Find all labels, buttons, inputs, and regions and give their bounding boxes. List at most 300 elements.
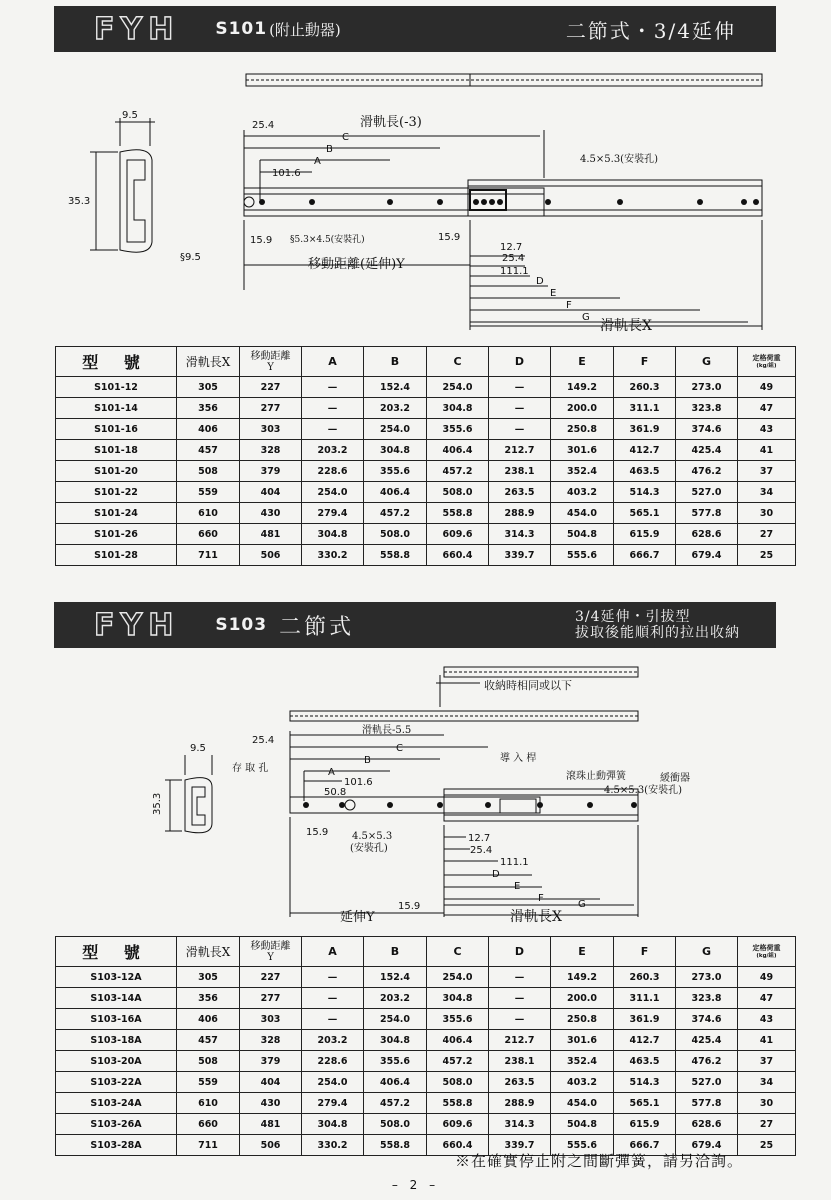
value-cell: 355.6 (364, 461, 427, 482)
value-cell: — (489, 377, 551, 398)
header-load: 定格荷重 (kg/組) (738, 937, 796, 967)
value-cell: 514.3 (614, 1072, 676, 1093)
value-cell: 25 (738, 1135, 796, 1156)
value-cell: 279.4 (302, 1093, 364, 1114)
value-cell: 457 (177, 440, 240, 461)
value-cell: 660.4 (427, 545, 489, 566)
value-cell: 457.2 (364, 503, 427, 524)
value-cell: 610 (177, 1093, 240, 1114)
value-cell: 577.8 (676, 1093, 738, 1114)
value-cell: 463.5 (614, 1051, 676, 1072)
header-travel: 移動距離 Y (240, 937, 302, 967)
s103-spec-table (55, 936, 796, 1156)
value-cell: 355.6 (427, 419, 489, 440)
value-cell: 412.7 (614, 1030, 676, 1051)
value-cell: 311.1 (614, 398, 676, 419)
value-cell: 304.8 (364, 1030, 427, 1051)
dim-12-7: 12.7 (500, 242, 523, 253)
header-slide-length: 滑軌長X (177, 937, 240, 967)
header-e: E (551, 937, 614, 967)
fyh-logo: FYH (94, 607, 180, 643)
value-cell: 37 (738, 1051, 796, 1072)
value-cell: 152.4 (364, 967, 427, 988)
value-cell: 404 (240, 482, 302, 503)
value-cell: 666.7 (614, 1135, 676, 1156)
table-row (56, 398, 796, 419)
dim-slide-length: 滑軌長(-3) (360, 115, 422, 130)
value-cell: 379 (240, 1051, 302, 1072)
header-c: C (427, 937, 489, 967)
value-cell: 476.2 (676, 461, 738, 482)
value-cell: 463.5 (614, 461, 676, 482)
value-cell: 30 (738, 1093, 796, 1114)
dim-c: C (396, 743, 403, 754)
value-cell: 203.2 (364, 988, 427, 1009)
label-storage-hole: 存 取 孔 (232, 763, 269, 774)
dim-travel-y: 移動距離(延伸)Y (308, 257, 405, 272)
value-cell: 314.3 (489, 524, 551, 545)
value-cell: 34 (738, 482, 796, 503)
header-load: 定格荷重 (kg/組) (738, 347, 796, 377)
right-line-2: 拔取後能順利的拉出收納 (575, 625, 740, 641)
value-cell: 504.8 (551, 524, 614, 545)
section2-banner (54, 602, 776, 648)
header-f: F (614, 347, 676, 377)
dim-25-4-b: 25.4 (502, 253, 525, 264)
value-cell: 425.4 (676, 440, 738, 461)
value-cell: 263.5 (489, 1072, 551, 1093)
value-cell: 238.1 (489, 1051, 551, 1072)
value-cell: 254.0 (302, 1072, 364, 1093)
model-subtitle: (附止動器) (269, 20, 341, 39)
table-row (56, 1072, 796, 1093)
value-cell: 454.0 (551, 503, 614, 524)
dim-slide-length: 滑軌長-5.5 (362, 725, 412, 736)
value-cell: 406 (177, 419, 240, 440)
model-cell: S101-24 (56, 503, 177, 524)
model-cell: S103-22A (56, 1072, 177, 1093)
value-cell: 339.7 (489, 545, 551, 566)
value-cell: 558.8 (364, 1135, 427, 1156)
value-cell: 203.2 (302, 440, 364, 461)
value-cell: 328 (240, 1030, 302, 1051)
value-cell: 37 (738, 461, 796, 482)
dim-g: G (582, 312, 590, 323)
model-cell: S101-18 (56, 440, 177, 461)
value-cell: 43 (738, 419, 796, 440)
model-cell: S103-18A (56, 1030, 177, 1051)
dim-slide-x: 滑軌長X (600, 318, 652, 334)
dim-12-7: 12.7 (468, 833, 491, 844)
table-row (56, 988, 796, 1009)
model-cell: S103-26A (56, 1114, 177, 1135)
dim-f: F (566, 300, 572, 311)
dim-height: 35.3 (68, 196, 91, 207)
value-cell: 27 (738, 1114, 796, 1135)
value-cell: — (302, 988, 364, 1009)
value-cell: 250.8 (551, 1009, 614, 1030)
note-retracted: 收納時相同或以下 (484, 679, 572, 692)
s101-spec-table (55, 346, 796, 566)
value-cell: 227 (240, 377, 302, 398)
value-cell: 558.8 (427, 503, 489, 524)
dim-hole-1: 4.5×5.3 (352, 831, 393, 842)
value-cell: 304.8 (302, 1114, 364, 1135)
value-cell: 352.4 (551, 1051, 614, 1072)
value-cell: 558.8 (364, 545, 427, 566)
value-cell: 609.6 (427, 1114, 489, 1135)
value-cell: 430 (240, 503, 302, 524)
dim-25-4: 25.4 (252, 735, 275, 746)
table-row (56, 377, 796, 398)
value-cell: — (489, 967, 551, 988)
dim-b: B (326, 144, 333, 155)
header-f: F (614, 937, 676, 967)
value-cell: 352.4 (551, 461, 614, 482)
value-cell: — (302, 419, 364, 440)
header-type: 型 號 (56, 937, 177, 967)
table-row (56, 503, 796, 524)
value-cell: 406 (177, 1009, 240, 1030)
value-cell: 679.4 (676, 545, 738, 566)
table-header-row (56, 937, 796, 967)
value-cell: 149.2 (551, 967, 614, 988)
section2-title: 二節式 (279, 614, 355, 640)
dim-15-9-left: 15.9 (250, 235, 273, 246)
value-cell: 425.4 (676, 1030, 738, 1051)
value-cell: 323.8 (676, 988, 738, 1009)
model-s101: S101 (215, 19, 268, 39)
value-cell: 260.3 (614, 377, 676, 398)
value-cell: 660.4 (427, 1135, 489, 1156)
header-travel: 移動距離 Y (240, 347, 302, 377)
table-row (56, 440, 796, 461)
footer-note: ※在確實停止附之間斷彈簧，請另洽詢。 (455, 1152, 744, 1170)
value-cell: — (489, 988, 551, 1009)
dim-slide-x: 滑軌長X (510, 909, 562, 925)
value-cell: 250.8 (551, 419, 614, 440)
label-ball-spring: 滾珠止動彈簧 (566, 771, 626, 782)
header-type: 型 號 (56, 347, 177, 377)
value-cell: 508.0 (364, 524, 427, 545)
value-cell: 314.3 (489, 1114, 551, 1135)
value-cell: 454.0 (551, 1093, 614, 1114)
model-cell: S101-20 (56, 461, 177, 482)
dim-15-9-left: 15.9 (306, 827, 329, 838)
dim-25-4-b: 25.4 (470, 845, 493, 856)
value-cell: 47 (738, 988, 796, 1009)
label-guide-pin: 導 入 桿 (500, 753, 537, 764)
header-slide-length: 滑軌長X (177, 347, 240, 377)
value-cell: 305 (177, 377, 240, 398)
value-cell: — (302, 398, 364, 419)
value-cell: 374.6 (676, 419, 738, 440)
dim-15-9-right: 15.9 (398, 901, 421, 912)
dim-25-4: 25.4 (252, 120, 275, 131)
dim-a: A (328, 767, 335, 778)
value-cell: 355.6 (427, 1009, 489, 1030)
value-cell: 355.6 (364, 1051, 427, 1072)
dim-e: E (550, 288, 557, 299)
fyh-logo: FYH (94, 11, 180, 47)
s101-technical-drawing (0, 60, 831, 340)
value-cell: 41 (738, 440, 796, 461)
dim-slot: 4.5×5.3(安裝孔) (580, 154, 658, 165)
dim-b: B (364, 755, 371, 766)
right-line-1: 3/4延伸・引拔型 (575, 609, 691, 625)
value-cell: 628.6 (676, 524, 738, 545)
value-cell: 577.8 (676, 503, 738, 524)
model-cell: S101-28 (56, 545, 177, 566)
value-cell: 361.9 (614, 1009, 676, 1030)
header-a: A (302, 937, 364, 967)
value-cell: 254.0 (364, 419, 427, 440)
header-d: D (489, 347, 551, 377)
value-cell: 273.0 (676, 377, 738, 398)
value-cell: 406.4 (427, 440, 489, 461)
dim-travel-y: 延伸Y (340, 910, 375, 925)
dim-a: A (314, 156, 321, 167)
value-cell: 303 (240, 1009, 302, 1030)
value-cell: 527.0 (676, 1072, 738, 1093)
value-cell: 203.2 (364, 398, 427, 419)
dim-width: 9.5 (190, 743, 206, 754)
value-cell: 457 (177, 1030, 240, 1051)
value-cell: 559 (177, 1072, 240, 1093)
value-cell: 305 (177, 967, 240, 988)
dim-hole-dia: §9.5 (180, 252, 201, 263)
value-cell: 263.5 (489, 482, 551, 503)
model-cell: S103-14A (56, 988, 177, 1009)
header-b: B (364, 937, 427, 967)
value-cell: 277 (240, 988, 302, 1009)
model-cell: S101-16 (56, 419, 177, 440)
value-cell: 615.9 (614, 524, 676, 545)
value-cell: 228.6 (302, 461, 364, 482)
dim-width: 9.5 (122, 110, 138, 121)
value-cell: 404 (240, 1072, 302, 1093)
dim-e: E (514, 881, 521, 892)
value-cell: 25 (738, 545, 796, 566)
value-cell: — (302, 967, 364, 988)
value-cell: 615.9 (614, 1114, 676, 1135)
dim-slot: 4.5×5.3(安裝孔) (604, 785, 682, 796)
value-cell: 49 (738, 967, 796, 988)
header-d: D (489, 937, 551, 967)
value-cell: 430 (240, 1093, 302, 1114)
value-cell: 481 (240, 524, 302, 545)
value-cell: 379 (240, 461, 302, 482)
value-cell: 212.7 (489, 1030, 551, 1051)
value-cell: 476.2 (676, 1051, 738, 1072)
value-cell: 279.4 (302, 503, 364, 524)
value-cell: 457.2 (364, 1093, 427, 1114)
value-cell: 403.2 (551, 482, 614, 503)
value-cell: 200.0 (551, 988, 614, 1009)
value-cell: 481 (240, 1114, 302, 1135)
table-row (56, 482, 796, 503)
dim-g: G (578, 899, 586, 910)
value-cell: 254.0 (302, 482, 364, 503)
value-cell: 506 (240, 1135, 302, 1156)
dim-d: D (492, 869, 500, 880)
value-cell: 200.0 (551, 398, 614, 419)
value-cell: 508.0 (427, 1072, 489, 1093)
value-cell: 666.7 (614, 545, 676, 566)
value-cell: 43 (738, 1009, 796, 1030)
value-cell: 330.2 (302, 1135, 364, 1156)
dim-c: C (342, 132, 349, 143)
value-cell: 406.4 (427, 1030, 489, 1051)
value-cell: 374.6 (676, 1009, 738, 1030)
table-row (56, 1009, 796, 1030)
model-cell: S101-14 (56, 398, 177, 419)
value-cell: 506 (240, 545, 302, 566)
table-header-row (56, 347, 796, 377)
value-cell: 628.6 (676, 1114, 738, 1135)
value-cell: 565.1 (614, 503, 676, 524)
value-cell: 34 (738, 1072, 796, 1093)
model-cell: S103-28A (56, 1135, 177, 1156)
dim-f: F (538, 893, 544, 904)
table-row (56, 1114, 796, 1135)
value-cell: 303 (240, 419, 302, 440)
model-cell: S101-26 (56, 524, 177, 545)
value-cell: 356 (177, 398, 240, 419)
value-cell: — (489, 398, 551, 419)
value-cell: 30 (738, 503, 796, 524)
value-cell: 361.9 (614, 419, 676, 440)
value-cell: 565.1 (614, 1093, 676, 1114)
section1-right-title: 二節式・3/4延伸 (565, 18, 736, 43)
dim-hole-5-3: §5.3×4.5(安裝孔) (290, 235, 365, 245)
section1-banner (54, 6, 776, 52)
value-cell: 339.7 (489, 1135, 551, 1156)
model-cell: S103-16A (56, 1009, 177, 1030)
section2-right-title (575, 609, 740, 641)
table-row (56, 1093, 796, 1114)
value-cell: 304.8 (427, 398, 489, 419)
value-cell: 254.0 (427, 377, 489, 398)
value-cell: 301.6 (551, 1030, 614, 1051)
value-cell: 514.3 (614, 482, 676, 503)
header-g: G (676, 937, 738, 967)
label-buffer: 緩衝器 (660, 773, 690, 784)
value-cell: — (489, 419, 551, 440)
value-cell: 47 (738, 398, 796, 419)
value-cell: 527.0 (676, 482, 738, 503)
model-cell: S103-24A (56, 1093, 177, 1114)
value-cell: 49 (738, 377, 796, 398)
value-cell: 406.4 (364, 482, 427, 503)
model-cell: S101-12 (56, 377, 177, 398)
value-cell: 149.2 (551, 377, 614, 398)
table-row (56, 1030, 796, 1051)
dim-111-1: 111.1 (500, 857, 529, 868)
dim-50-8: 50.8 (324, 787, 347, 798)
value-cell: 555.6 (551, 1135, 614, 1156)
value-cell: 609.6 (427, 524, 489, 545)
value-cell: 559 (177, 482, 240, 503)
value-cell: 41 (738, 1030, 796, 1051)
page-number: – 2 – (391, 1178, 440, 1192)
header-e: E (551, 347, 614, 377)
dim-d: D (536, 276, 544, 287)
value-cell: 203.2 (302, 1030, 364, 1051)
value-cell: 304.8 (302, 524, 364, 545)
value-cell: 457.2 (427, 1051, 489, 1072)
header-c: C (427, 347, 489, 377)
value-cell: 273.0 (676, 967, 738, 988)
value-cell: 304.8 (364, 440, 427, 461)
value-cell: 711 (177, 545, 240, 566)
model-cell: S103-20A (56, 1051, 177, 1072)
dim-101-6: 101.6 (344, 777, 373, 788)
dim-101-6: 101.6 (272, 168, 301, 179)
value-cell: 288.9 (489, 1093, 551, 1114)
table-row (56, 1051, 796, 1072)
value-cell: 212.7 (489, 440, 551, 461)
value-cell: 238.1 (489, 461, 551, 482)
value-cell: 277 (240, 398, 302, 419)
dim-111-1: 111.1 (500, 266, 529, 277)
value-cell: 555.6 (551, 545, 614, 566)
value-cell: 254.0 (427, 967, 489, 988)
value-cell: 610 (177, 503, 240, 524)
value-cell: 301.6 (551, 440, 614, 461)
model-cell: S101-22 (56, 482, 177, 503)
value-cell: 504.8 (551, 1114, 614, 1135)
value-cell: 304.8 (427, 988, 489, 1009)
value-cell: 228.6 (302, 1051, 364, 1072)
header-a: A (302, 347, 364, 377)
value-cell: 412.7 (614, 440, 676, 461)
value-cell: — (302, 377, 364, 398)
header-b: B (364, 347, 427, 377)
value-cell: 508 (177, 461, 240, 482)
dim-15-9-right: 15.9 (438, 232, 461, 243)
value-cell: 711 (177, 1135, 240, 1156)
value-cell: 356 (177, 988, 240, 1009)
value-cell: 508.0 (427, 482, 489, 503)
value-cell: 457.2 (427, 461, 489, 482)
s103-technical-drawing (0, 655, 831, 935)
value-cell: 508.0 (364, 1114, 427, 1135)
value-cell: 311.1 (614, 988, 676, 1009)
value-cell: 558.8 (427, 1093, 489, 1114)
value-cell: 508 (177, 1051, 240, 1072)
value-cell: 406.4 (364, 1072, 427, 1093)
dim-height: 35.3 (152, 792, 163, 815)
value-cell: 660 (177, 524, 240, 545)
value-cell: 330.2 (302, 545, 364, 566)
value-cell: 679.4 (676, 1135, 738, 1156)
value-cell: — (302, 1009, 364, 1030)
model-s103: S103 (215, 615, 268, 635)
value-cell: 288.9 (489, 503, 551, 524)
model-cell: S103-12A (56, 967, 177, 988)
value-cell: 260.3 (614, 967, 676, 988)
value-cell: 27 (738, 524, 796, 545)
table-row (56, 545, 796, 566)
table-row (56, 461, 796, 482)
value-cell: 403.2 (551, 1072, 614, 1093)
value-cell: 152.4 (364, 377, 427, 398)
table-row (56, 524, 796, 545)
value-cell: 227 (240, 967, 302, 988)
value-cell: 328 (240, 440, 302, 461)
value-cell: 660 (177, 1114, 240, 1135)
